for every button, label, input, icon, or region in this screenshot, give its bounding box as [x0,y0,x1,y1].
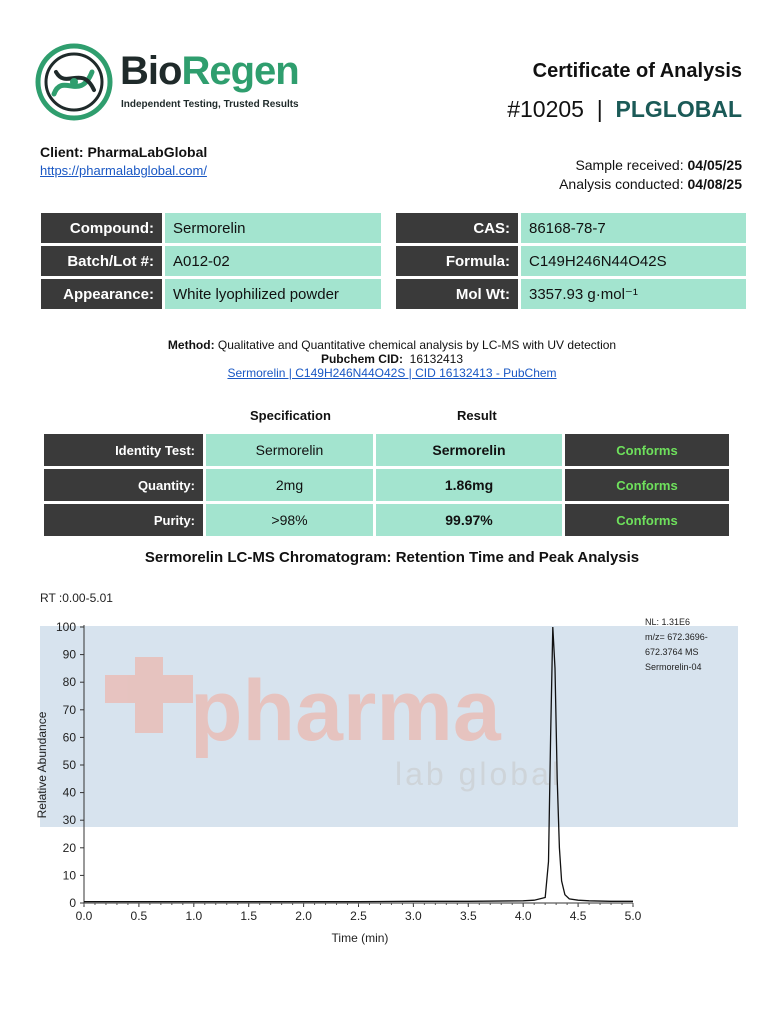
pubchem-line: Pubchem CID: 16132413 [320,352,464,366]
results-table [41,431,732,539]
chart-title: Sermorelin LC-MS Chromatogram: Retention Time and Peak Analysis [144,549,640,566]
chromatogram-chart [0,580,784,960]
watermark-word: pharma [190,663,501,759]
cas-value: 86168-78-7 [521,213,746,243]
x-tick-label: 4.0 [514,909,532,923]
identity-spec: Sermorelin [206,434,373,466]
y-tick-label: 30 [62,813,76,828]
results-row-quantity [44,469,729,501]
formula-label: Formula: [396,246,518,276]
annotation-line-1: NL: 1.31E6 [645,617,691,627]
info-row-batch [41,246,381,276]
identity-status: Conforms [565,434,729,466]
conducted-label: Analysis conducted: [559,176,684,192]
compound-label: Compound: [41,213,162,243]
identity-result: Sermorelin [376,434,562,466]
received-label: Sample received: [575,157,684,173]
chart-rt-label: RT :0.00-5.01 [40,591,113,605]
analysis-dates [559,156,742,194]
chemical-info-table [396,210,746,312]
y-axis-label: Relative Abundance [35,711,49,819]
annotation-line-2: m/z= 672.3696- [645,632,708,642]
y-tick-label: 100 [55,620,76,634]
purity-status: Conforms [565,504,729,536]
x-tick-label: 0.5 [130,909,148,923]
annotation-line-4: Sermorelin-04 [645,662,702,672]
quantity-spec: 2mg [206,469,373,501]
quantity-status: Conforms [565,469,729,501]
x-tick-label: 1.0 [185,909,203,923]
cas-label: CAS: [396,213,518,243]
batch-value: A012-02 [165,246,381,276]
result-header: Result [457,408,497,423]
y-tick-label: 40 [62,785,76,800]
info-row-compound [41,213,381,243]
results-row-identity [44,434,729,466]
specification-header: Specification [250,408,331,423]
purity-result: 99.97% [376,504,562,536]
y-tick-label: 70 [62,702,76,717]
y-tick-label: 60 [62,730,76,745]
x-axis-label: Time (min) [331,931,389,945]
info-row-molwt [396,279,746,309]
x-tick-label: 1.5 [240,909,258,923]
x-tick-label: 4.5 [569,909,587,923]
compound-value: Sermorelin [165,213,381,243]
results-row-purity [44,504,729,536]
x-tick-label: 3.5 [459,909,477,923]
purity-spec: >98% [206,504,373,536]
batch-label: Batch/Lot #: [41,246,162,276]
pubchem-link[interactable]: Sermorelin | C149H246N44O42S | CID 16132413 - PubChem [227,366,557,380]
method-line: Method: Qualitative and Quantitative chemical analysis by LC-MS with UV detection [167,338,617,352]
method-section [0,338,784,380]
client-url-link[interactable]: https://pharmalabglobal.com/ [40,163,207,178]
watermark-sub: lab global [395,756,562,792]
info-row-cas [396,213,746,243]
certificate-number: #10205 | PLGLOBAL [507,96,742,122]
bioregen-logo-icon [34,42,114,122]
identity-label: Identity Test: [44,434,203,466]
annotation-line-3: 672.3764 MS [645,647,699,657]
client-name: Client: PharmaLabGlobal [40,144,208,160]
x-tick-label: 2.5 [350,909,367,923]
quantity-result: 1.86mg [376,469,562,501]
y-tick-label: 20 [62,840,76,855]
y-tick-label: 0 [69,896,76,910]
y-tick-label: 80 [62,675,76,690]
quantity-label: Quantity: [44,469,203,501]
brand-name: BioRegen [120,49,299,93]
x-tick-label: 5.0 [624,909,642,923]
info-row-formula [396,246,746,276]
y-tick-label: 90 [62,647,76,662]
appearance-label: Appearance: [41,279,162,309]
purity-label: Purity: [44,504,203,536]
compound-info-table [41,210,381,312]
x-tick-label: 3.0 [405,909,422,923]
formula-value: C149H246N44O42S [521,246,746,276]
received-date: 04/05/25 [687,157,742,173]
x-tick-label: 0.0 [75,909,93,923]
info-row-appearance [41,279,381,309]
conducted-date: 04/08/25 [687,176,742,192]
y-tick-label: 10 [62,868,76,883]
molwt-label: Mol Wt: [396,279,518,309]
certificate-title: Certificate of Analysis [532,60,742,82]
brand-tagline: Independent Testing, Trusted Results [121,99,299,110]
x-tick-label: 2.0 [295,909,312,923]
molwt-value: 3357.93 g·mol⁻¹ [521,279,746,309]
appearance-value: White lyophilized powder [165,279,381,309]
y-tick-label: 50 [62,758,76,772]
